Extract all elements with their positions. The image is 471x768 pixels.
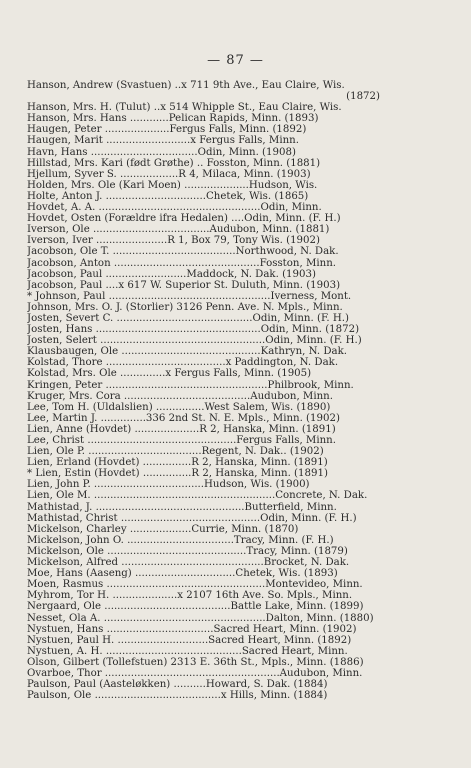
entry-text: Iverson, Iver ......................R 1, Box 79, Tony Wis. (1902) [27, 235, 320, 247]
directory-entry [27, 646, 380, 657]
directory-entry [27, 601, 380, 612]
entry-text: Kolstad, Mrs. Ole ..............x Fergus Falls, Minn. (1905) [27, 368, 312, 380]
directory-entry [27, 291, 380, 302]
entry-text: Hanson, Mrs. Hans ............Pelican Rapids, Minn. (1893) [27, 113, 319, 125]
entry-text: Lien, Erland (Hovdet) ...............R 2, Hanska, Minn. (1891) [27, 457, 328, 469]
directory-entry [27, 624, 380, 635]
entry-text: Mickelson, Charley ...................Currie, Minn. (1870) [27, 523, 299, 535]
entry-text: Lee, Tom H. (Uldalslien) ...............West Salem, Wis. (1890) [27, 401, 331, 413]
directory-entry [27, 568, 380, 579]
directory-entry [27, 313, 380, 324]
entry-text: Moe, Hans (Aaseng) ...............................Chetek, Wis. (1893) [27, 568, 338, 580]
directory-entry [27, 324, 380, 335]
entry-text: Hanson, Mrs. H. (Tulut) ..x 514 Whipple St., Eau Claire, Wis. [27, 102, 342, 114]
page-number: — 87 — [207, 53, 264, 68]
directory-entry [27, 102, 380, 113]
directory-entry [27, 113, 380, 124]
entry-text: Nystuen, Paul H. ............................Sacred Heart, Minn. (1892) [27, 634, 352, 646]
directory-entry [27, 180, 380, 191]
entry-text: Hanson, Andrew (Svastuen) ..x 711 9th Ave., Eau Claire, Wis. [27, 80, 345, 91]
entry-text: Moen, Rasmus .................................................Montevideo, Minn. [27, 579, 363, 591]
directory-entry [27, 424, 380, 435]
directory-entry [27, 302, 380, 313]
directory-entry [27, 368, 380, 379]
directory-entry [27, 191, 380, 202]
entry-text: Paulson, Paul (Aasteløkken) ..........Howard, S. Dak. (1884) [27, 679, 328, 691]
directory-entry [27, 224, 380, 235]
entry-text: Hjellum, Syver S. ..................R 4, Milaca, Minn. (1903) [27, 168, 311, 180]
entry-text: Lien, Anne (Hovdet) ....................R 2, Hanska, Minn. (1891) [27, 423, 336, 435]
entry-text: Mickelson, Ole ...........................................Tracy, Minn. (1879) [27, 545, 348, 557]
directory-entry [27, 657, 380, 668]
entry-text: Jacobson, Paul ....x 617 W. Superior St. Duluth, Minn. (1903) [27, 279, 341, 291]
entry-text: Josten, Hans ...................................................Odin, Minn. (1872) [27, 324, 360, 336]
directory-entry [27, 258, 380, 269]
entry-text: * Lien, Estin (Hovdet) ...............R 2, Hanska, Minn. (1891) [27, 468, 328, 480]
entry-text: Kruger, Mrs. Cora .......................................Audubon, Minn. [27, 390, 333, 402]
directory-entry [27, 535, 380, 546]
directory-entry [27, 457, 380, 468]
directory-entry [27, 213, 380, 224]
entry-text: Haugen, Marit ..........................x Fergus Falls, Minn. [27, 135, 299, 147]
directory-entry [27, 202, 380, 213]
entry-text: Mickelson, John O. .................................Tracy, Minn. (F. H.) [27, 534, 334, 546]
entry-continuation: (1872) [346, 91, 380, 103]
entry-text: Nergaard, Ole .......................................Battle Lake, Minn. (1899) [27, 601, 364, 613]
directory-entry [27, 690, 380, 701]
entry-text: Ovarboe, Thor ......................................................Audubon, Minn. [27, 667, 363, 679]
directory-entry [27, 346, 380, 357]
directory-entry [27, 490, 380, 501]
directory-entry [27, 124, 380, 135]
entry-text: Olson, Gilbert (Tollefstuen) 2313 E. 36th St., Mpls., Minn. (1886) [27, 656, 364, 668]
directory-entry [27, 158, 380, 169]
directory-entry [27, 391, 380, 402]
entry-text: Havn, Hans .................................Odin, Minn. (1908) [27, 146, 296, 158]
entry-text: Nystuen, A. H. ..........................................Sacred Heart, Minn. [27, 645, 348, 657]
entry-text: Lee, Christ ..............................................Fergus Falls, Minn. [27, 435, 336, 446]
entry-text: Lien, John P. ..................................Hudson, Wis. (1900) [27, 479, 310, 491]
directory-entry [27, 402, 380, 413]
directory-entry [27, 280, 380, 291]
directory-entry [27, 679, 380, 690]
directory-entry [27, 435, 380, 446]
entry-text: Kringen, Peter ..................................................Philbrook, Minn. [27, 379, 354, 391]
directory-entry [27, 468, 380, 479]
entry-text: Lien, Ole M. ........................................................Concrete, N. Dak. [27, 490, 368, 502]
entry-text: * Johnson, Paul ..................................................Iverness, Mont. [27, 290, 352, 302]
entry-text: Hillstad, Mrs. Kari (født Grøthe) .. Fosston, Minn. (1881) [27, 157, 321, 169]
directory-entry [27, 147, 380, 158]
directory-entry [27, 546, 380, 557]
entry-text: Nesset, Ola A. ..................................................Dalton, Minn. (1880) [27, 612, 374, 624]
directory-entry [27, 479, 380, 490]
entry-text: Holte, Anton J. ...............................Chetek, Wis. (1865) [27, 190, 309, 202]
directory-entry [27, 613, 380, 624]
entry-text: Josten, Severt C. ..........................................Odin, Minn. (F. H.) [27, 312, 350, 324]
entry-text: Johnson, Mrs. O. J. (Storlier) 3126 Penn. Ave. N. Mpls., Minn. [27, 301, 343, 313]
entry-text: Paulson, Ole .......................................x Hills, Minn. (1884) [27, 690, 328, 702]
directory-entry [27, 235, 380, 246]
directory-entry [27, 513, 380, 524]
directory-entry [27, 524, 380, 535]
entry-text: Klausbaugen, Ole ...........................................Kathryn, N. Dak. [27, 346, 347, 358]
directory-entry [27, 590, 380, 601]
directory-entry [27, 335, 380, 346]
directory-entry [27, 413, 380, 424]
directory-entry [27, 446, 380, 457]
entry-text: Mathistad, J. ..............................................Butterfield, Minn. [27, 501, 337, 513]
entry-text: Holden, Mrs. Ole (Kari Moen) ....................Hudson, Wis. [27, 179, 318, 191]
directory-entry [27, 169, 380, 180]
entry-text: Jacobson, Ole T. ......................................Northwood, N. Dak. [27, 246, 339, 258]
directory-entry [27, 635, 380, 646]
entry-text: Iverson, Ole ....................................Audubon, Minn. (1881) [27, 224, 330, 236]
entry-text: Jacobson, Paul .........................Maddock, N. Dak. (1903) [27, 268, 316, 280]
directory-entry [27, 502, 380, 513]
directory-entry [27, 357, 380, 368]
entry-text: Myhrom, Tor H. ....................x 2107 16th Ave. So. Mpls., Minn. [27, 590, 353, 602]
directory-entry [27, 135, 380, 146]
directory-entry [27, 80, 380, 102]
entry-text: Hovdet, A. A. ..................................................Odin, Minn. [27, 202, 322, 214]
entry-text: Mathistad, Christ ...........................................Odin, Minn. (F. H.) [27, 512, 357, 524]
entry-text: Jacobson, Anton .............................................Fosston, Minn. [27, 257, 337, 269]
directory-entry [27, 246, 380, 257]
directory-entry [27, 668, 380, 679]
entry-text: Mickelson, Alfred ............................................Brocket, N. Dak. [27, 557, 350, 569]
entry-text: Kolstad, Thore .....................................x Paddington, N. Dak. [27, 357, 339, 369]
entry-text: Lien, Ole P. ...................................Regent, N. Dak.. (1902) [27, 446, 324, 458]
entry-text: Hovdet, Osten (Forældre ifra Hedalen) ....Odin, Minn. (F. H.) [27, 213, 341, 225]
entry-text: Josten, Selert ...................................................Odin, Minn. (F. H.) [27, 335, 362, 347]
entry-text: Haugen, Peter ....................Fergus Falls, Minn. (1892) [27, 124, 307, 136]
directory-entries [27, 80, 380, 701]
entry-text: Nystuen, Hans .................................Sacred Heart, Minn. (1902) [27, 623, 357, 635]
directory-entry [27, 579, 380, 590]
directory-entry [27, 380, 380, 391]
directory-entry [27, 269, 380, 280]
directory-entry [27, 557, 380, 568]
entry-text: Lee, Martin J. ..............336 2nd St. N. E. Mpls., Minn. (1902) [27, 412, 340, 424]
